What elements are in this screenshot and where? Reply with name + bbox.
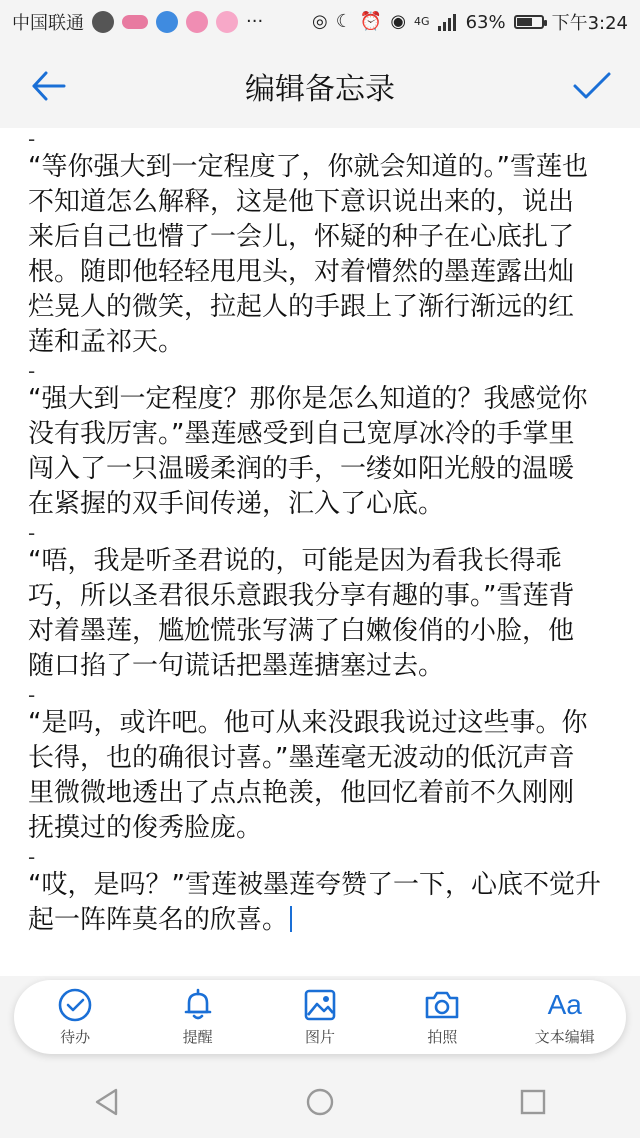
todo-check-icon	[58, 988, 92, 1022]
page-title: 编辑备忘录	[245, 72, 395, 107]
todo-button[interactable]	[20, 988, 130, 1047]
note-line: “唔，我是听圣君说的，可能是因为看我长得乖	[28, 546, 562, 576]
save-button[interactable]	[570, 64, 614, 108]
status-bar	[0, 0, 640, 44]
back-button[interactable]	[26, 64, 70, 108]
note-line: 里微微地透出了点点艳羡，他回忆着前不久刚刚	[28, 778, 575, 808]
note-line: “哎，是吗？”雪莲被墨莲夸赞了一下，心底不觉升	[28, 870, 601, 900]
photo-label: 拍照	[427, 1027, 458, 1046]
note-line: 不知道怎么解释，这是他下意识说出来的，说出	[28, 187, 575, 217]
reminder-button[interactable]	[143, 988, 253, 1047]
camera-icon	[424, 988, 460, 1022]
note-paragraph	[28, 544, 612, 684]
note-line: 烂晃人的微笑，拉起人的手跟上了渐行渐远的红	[28, 292, 575, 322]
note-paragraph	[28, 382, 612, 522]
paragraph-separator: -	[28, 845, 36, 869]
signal-icon	[438, 13, 458, 31]
paragraph-separator: -	[28, 359, 36, 383]
editor-toolbar	[14, 980, 626, 1054]
nav-back-icon[interactable]	[92, 1087, 122, 1117]
status-bar-left	[12, 9, 263, 35]
network-type: 4G	[414, 15, 430, 28]
title-bar	[0, 44, 640, 128]
paragraph-separator: -	[28, 521, 36, 545]
note-line: “是吗，或许吧。他可从来没跟我说过这些事。你	[28, 708, 588, 738]
note-line: 巧，所以圣君很乐意跟我分享有趣的事。”雪莲背	[28, 581, 575, 611]
eye-icon: ◉	[390, 11, 407, 32]
text-format-icon: Aa	[547, 988, 582, 1020]
text-cursor	[290, 906, 292, 932]
note-line: “等你强大到一定程度了，你就会知道的。”雪莲也	[28, 152, 588, 182]
note-line: 随口掐了一句谎话把墨莲搪塞过去。	[28, 651, 445, 681]
paragraph-separator: -	[28, 683, 36, 707]
image-label: 图片	[304, 1027, 335, 1046]
bell-icon	[181, 988, 215, 1022]
text-edit-label: 文本编辑	[534, 1027, 595, 1046]
nfc-icon: ◎	[312, 11, 328, 32]
note-line: 莲和孟祁天。	[28, 327, 185, 357]
reminder-label: 提醒	[182, 1027, 213, 1046]
nav-home-icon[interactable]	[305, 1087, 335, 1117]
face-app-icon	[216, 11, 238, 33]
status-bar-right	[312, 9, 628, 35]
checkmark-icon	[572, 70, 612, 102]
app-icon	[186, 11, 208, 33]
note-line: 长得，也的确很讨喜。”墨莲毫无波动的低沉声音	[28, 743, 575, 773]
alarm-icon: ⏰	[359, 11, 383, 32]
carrier-label: 中国联通	[12, 13, 84, 34]
clock: 下午3:24	[551, 13, 628, 34]
battery-icon	[514, 15, 544, 29]
more-icon: ···	[246, 11, 264, 32]
note-line: 根。随即他轻轻甩甩头，对着懵然的墨莲露出灿	[28, 257, 575, 287]
note-paragraph	[28, 706, 612, 846]
nav-recents-icon[interactable]	[518, 1087, 548, 1117]
note-line: 对着墨莲，尴尬慌张写满了白嫩俊俏的小脸，他	[28, 616, 575, 646]
camera-button[interactable]	[387, 988, 497, 1047]
note-line: 抚摸过的俊秀脸庞。	[28, 813, 263, 843]
tieba-icon	[156, 11, 178, 33]
text-edit-button[interactable]	[510, 988, 620, 1047]
battery-fill	[517, 18, 532, 26]
note-editor[interactable]	[0, 128, 640, 976]
paragraph-separator: -	[28, 128, 36, 151]
todo-label: 待办	[60, 1027, 91, 1046]
globe-icon	[92, 11, 114, 33]
image-button[interactable]	[265, 988, 375, 1047]
note-line: 起一阵阵莫名的欣喜。	[28, 903, 612, 938]
note-paragraph	[28, 150, 612, 360]
note-paragraph	[28, 868, 612, 938]
system-nav-bar	[0, 1066, 640, 1138]
note-line: 来后自己也懵了一会儿，怀疑的种子在心底扎了	[28, 222, 575, 252]
note-line: “强大到一定程度？那你是怎么知道的？我感觉你	[28, 384, 588, 414]
note-line: 在紧握的双手间传递，汇入了心底。	[28, 489, 445, 519]
back-arrow-icon	[30, 68, 66, 104]
note-line: 闯入了一只温暖柔润的手，一缕如阳光般的温暖	[28, 454, 575, 484]
image-icon	[303, 988, 337, 1022]
app-notification-icon	[122, 15, 148, 29]
moon-icon: ☾	[335, 11, 352, 32]
battery-percent: 63%	[465, 11, 506, 33]
note-line: 没有我厉害。”墨莲感受到自己宽厚冰冷的手掌里	[28, 419, 575, 449]
